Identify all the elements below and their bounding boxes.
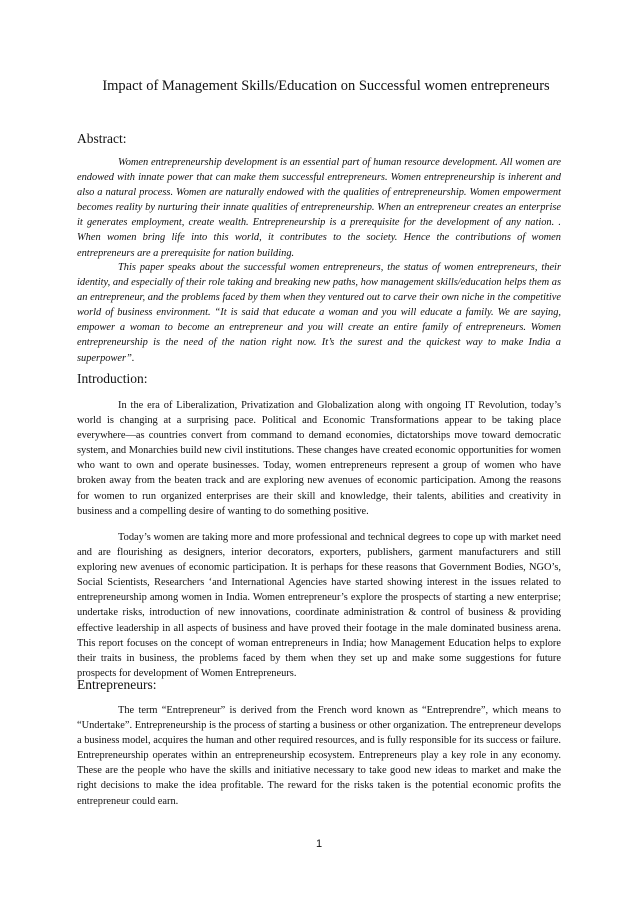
abstract-paragraph-1: Women entrepreneurship development is an essential part of human resource development. All women are endowed with innate power that can make them successful entrepreneurs. Women entrepreneurship is inherent and also a natural process. Women are naturally endowed with the qualities of entrepreneurship. Women empowerment becomes reality by nurturing their innate qualities of entrepreneurship. When an entrepreneur creates an enterprise it generates employment, create wealth. Entrepreneurship is a prerequisite for the development of any nation. . When women bring life into this world, it contributes to the society. Hence the contributions of women entrepreneurs are a prerequisite for nation building.: [77, 157, 561, 259]
paper-title: Impact of Management Skills/Education on Successful women entrepreneurs: [102, 78, 550, 94]
page-number: 1: [315, 838, 323, 850]
entrepreneurs-paragraph-1: The term “Entrepreneur” is derived from the French word known as “Entreprendre”, which means to “Undertake”. Entrepreneurship is the process of starting a business or other organization. The entrepreneur develops a business model, acquires the human and other required resources, and is fully responsible for its success or failure. Entrepreneurship operates within an entrepreneurship ecosystem. Entrepreneurs play a key role in any economy. These are the people who have the skills and initiative necessary to take good new ideas to market and make the right decisions to make the idea profitable. The reward for the risks taken is the potential economic profits the entrepreneur could earn.: [77, 705, 561, 807]
introduction-paragraph-1: In the era of Liberalization, Privatization and Globalization along with ongoing IT Revolution, today’s world is changing at a surprising pace. Political and Economic Transformations appear to be taking place everywhere—as countries convert from command to demand economies, dictatorships move toward democratic system, and Monarchies build new civil institutions. These changes have created economic opportunities for women who want to own and operate businesses. Today, women entrepreneurs represent a group of women who have broken away from the beaten track and are exploring new avenues of economic participation. Among the reasons for women to run organized enterprises are their skill and knowledge, their talents, abilities and creativity in business and a compelling desire of wanting to do something positive.: [77, 400, 561, 517]
entrepreneurs-heading: Entrepreneurs:: [77, 677, 157, 692]
introduction-paragraph-2: Today’s women are taking more and more professional and technical degrees to cope up with market need and are flourishing as designers, interior decorators, exporters, publishers, garment manufacturers and still exploring new avenues of economic participation. It is perhaps for these reasons that Government Bodies, NGO’s, Social Scientists, Researchers ‘and International Agencies have started showing interest in the issues related to entrepreneurship among women in India. Women entrepreneur’s explore the prospects of starting a new enterprise; undertake risks, introduction of new innovations, coordinate administration & control of business & providing effective leadership in all aspects of business and have proved their footage in the male dominated business arena. This report focuses on the concept of woman entrepreneurs in India; how Management Education helps to explore their traits in business, the problems faced by them when they set up and make some suggestions for future prospects for development of Women Entrepreneurs.: [77, 532, 561, 679]
introduction-heading: Introduction:: [77, 371, 148, 386]
abstract-paragraph-2: This paper speaks about the successful women entrepreneurs, the status of women entrepreneurs, their identity, and especially of their role taking and breaking new paths, how management skills/education helps them as an entrepreneur, and the problems faced by them when they ventured out to carve their own niche in the competitive world of business environment. “It is said that educate a woman and you will educate a family. We are saying, empower a woman to become an entrepreneur and you will create an entire family of entrepreneurs. Women entrepreneurship is the need of the nation right now. It’s the surest and the quickest way to make India a superpower”.: [77, 262, 561, 364]
abstract-heading: Abstract:: [77, 131, 127, 146]
